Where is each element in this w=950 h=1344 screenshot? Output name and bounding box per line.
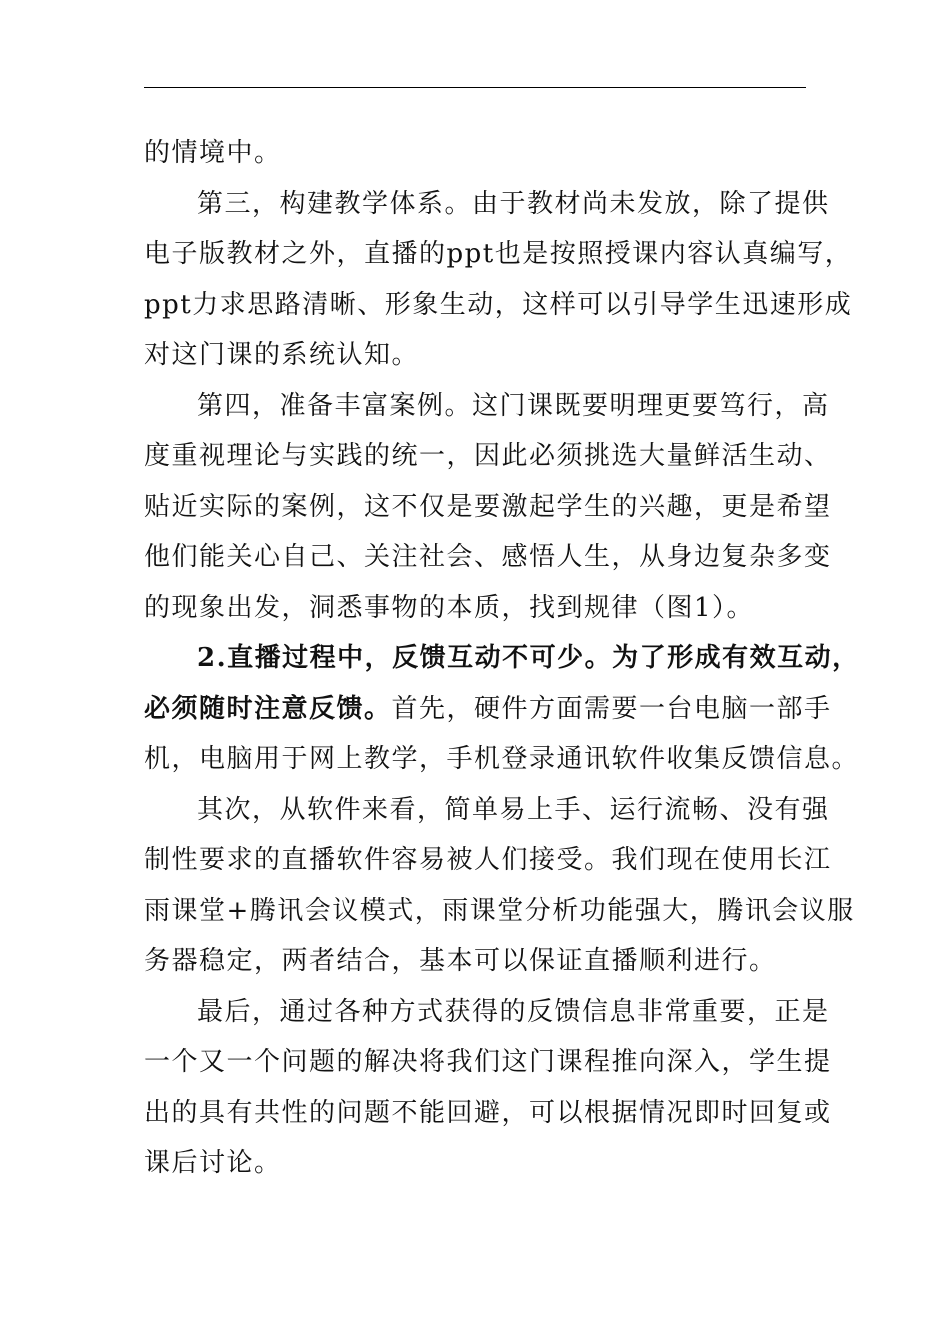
text-line: 出的具有共性的问题不能回避，可以根据情况即时回复或 [144, 1097, 832, 1128]
body-text [144, 128, 860, 1189]
text-line: 度重视理论与实践的统一，因此必须挑选大量鲜活生动、 [144, 441, 832, 471]
text-line: 务器稳定，两者结合，基本可以保证直播顺利进行。 [144, 946, 777, 976]
text-line: 贴近实际的案例，这不仅是要激起学生的兴趣，更是希望 [144, 491, 832, 522]
text-line: 其次，从软件来看，简单易上手、运行流畅、没有强 [197, 794, 830, 825]
text-line: 制性要求的直播软件容易被人们接受。我们现在使用长江 [144, 845, 832, 875]
text-line: ppt力求思路清晰、形象生动，这样可以引导学生迅速形成 [144, 289, 853, 320]
text-line [144, 684, 832, 735]
section-heading-bold-text: 必须随时注意反馈。 [144, 693, 392, 724]
paragraph-third-point [144, 179, 853, 381]
text-line: 雨课堂+腾讯会议模式，雨课堂分析功能强大，腾讯会议服 [144, 895, 855, 926]
paragraph-software [144, 785, 855, 987]
text-line: 第三，构建教学体系。由于教材尚未发放，除了提供 [197, 188, 830, 219]
paragraph-fourth-point [144, 381, 832, 634]
paragraph-feedback [144, 987, 832, 1189]
text-line: 他们能关心自己、关注社会、感悟人生，从身边复杂多变 [144, 542, 832, 572]
text-line: 的现象出发，洞悉事物的本质，找到规律（图1）。 [144, 592, 755, 623]
section-heading-line: 2.直播过程中，反馈互动不可少。为了形成有效互动， [197, 643, 860, 673]
text-line: 第四，准备丰富案例。这门课既要明理更要笃行，高 [197, 390, 830, 421]
paragraph-section-heading [144, 633, 860, 785]
text-line: 机，电脑用于网上教学，手机登录通讯软件收集反馈信息。 [144, 744, 860, 774]
text-line: 课后讨论。 [144, 1148, 282, 1178]
text-line: 对这门课的系统认知。 [144, 340, 420, 370]
header-rule [144, 87, 806, 88]
text-line: 一个又一个问题的解决将我们这门课程推向深入，学生提 [144, 1047, 832, 1077]
section-heading-rest-text: 首先，硬件方面需要一台电脑一部手 [391, 693, 832, 724]
text-line: 的情境中。 [144, 138, 282, 168]
text-line: 电子版教材之外，直播的ppt也是按照授课内容认真编写， [144, 239, 853, 269]
paragraph-continuation [144, 128, 806, 179]
text-line: 最后，通过各种方式获得的反馈信息非常重要，正是 [197, 996, 830, 1027]
